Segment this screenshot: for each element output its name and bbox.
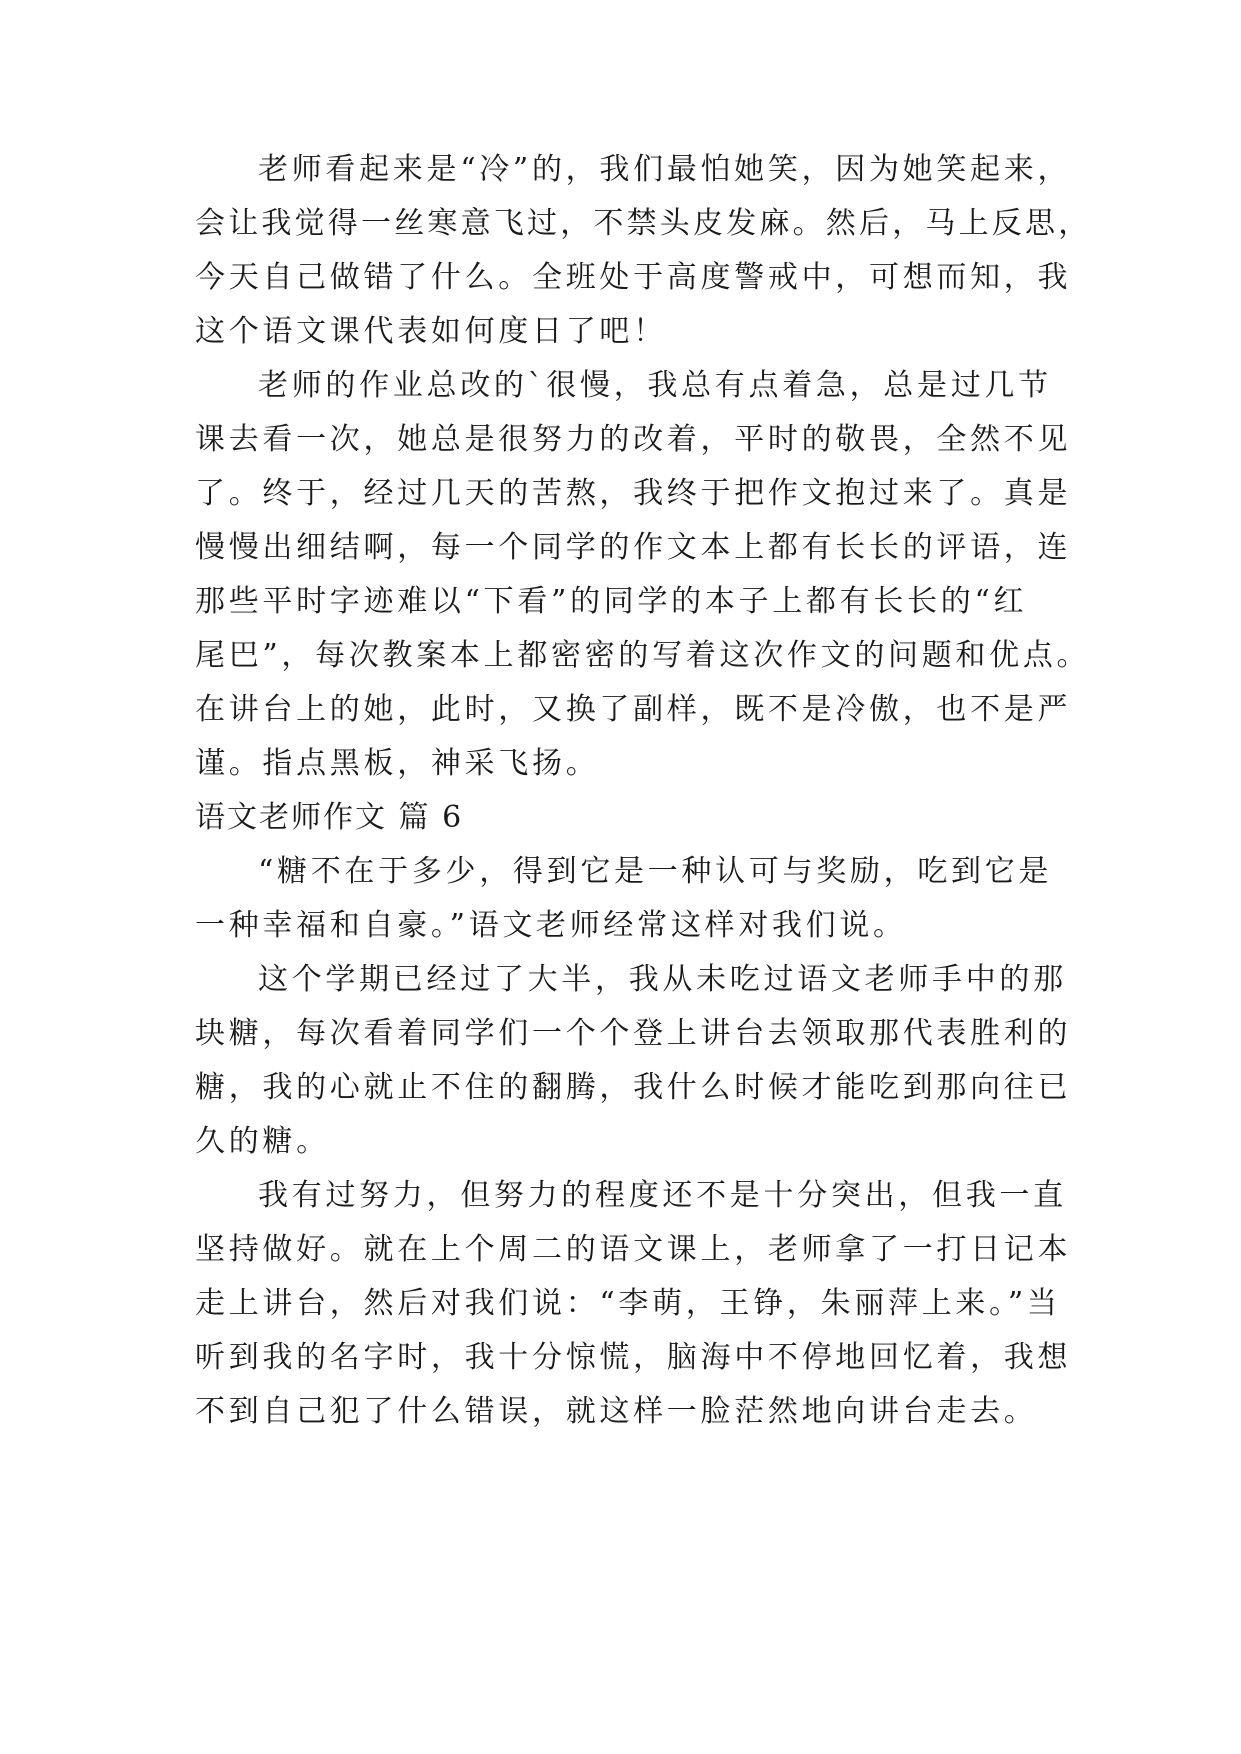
text-line: 久的糖。 [195, 1124, 330, 1159]
text-line: 课去看一次，她总是很努力的改着，平时的敬畏，全然不见 [195, 422, 1072, 457]
text-line: 老师的作业总改的`很慢，我总有点着急，总是过几节 [258, 368, 1052, 403]
text-line: 在讲台上的她，此时，又换了副样，既不是冷傲，也不是严 [195, 692, 1072, 727]
text-line: 这个语文课代表如何度日了吧！ [195, 314, 667, 349]
text-line: “糖不在于多少，得到它是一种认可与奖励，吃到它是 [258, 854, 1053, 889]
text-line: 老师看起来是“冷”的，我们最怕她笑，因为她笑起来， [258, 152, 1072, 187]
text-line: 尾巴”，每次教案本上都密密的写着这次作文的问题和优点。 [195, 638, 1091, 673]
text-line: 走上讲台，然后对我们说：“李萌，王铮，朱丽萍上来。”当 [195, 1286, 1061, 1321]
text-line: 慢慢出细结啊，每一个同学的作文本上都有长长的评语，连 [195, 530, 1072, 565]
text-line: 糖，我的心就止不住的翻腾，我什么时候才能吃到那向往已 [195, 1070, 1072, 1105]
text-line: 谨。指点黑板，神采飞扬。 [195, 746, 600, 781]
text-line: 一种幸福和自豪。”语文老师经常这样对我们说。 [195, 908, 907, 943]
text-line: 不到自己犯了什么错误，就这样一脸茫然地向讲台走去。 [195, 1394, 1038, 1429]
text-line: 今天自己做错了什么。全班处于高度警戒中，可想而知，我 [195, 260, 1072, 295]
section-heading: 语文老师作文 篇 6 [195, 800, 464, 835]
text-line: 了。终于，经过几天的苦熬，我终于把作文抱过来了。真是 [195, 476, 1072, 511]
text-line: 坚持做好。就在上个周二的语文课上，老师拿了一打日记本 [195, 1232, 1072, 1267]
text-line: 我有过努力，但努力的程度还不是十分突出，但我一直 [258, 1178, 1067, 1213]
text-line: 会让我觉得一丝寒意飞过，不禁头皮发麻。然后，马上反思， [195, 206, 1092, 241]
text-line: 那些平时字迹难以“下看”的同学的本子上都有长长的“红 [195, 584, 1028, 619]
text-line: 块糖，每次看着同学们一个个登上讲台去领取那代表胜利的 [195, 1016, 1072, 1051]
text-line: 这个学期已经过了大半，我从未吃过语文老师手中的那 [258, 962, 1067, 997]
text-line: 听到我的名字时，我十分惊慌，脑海中不停地回忆着，我想 [195, 1340, 1072, 1375]
